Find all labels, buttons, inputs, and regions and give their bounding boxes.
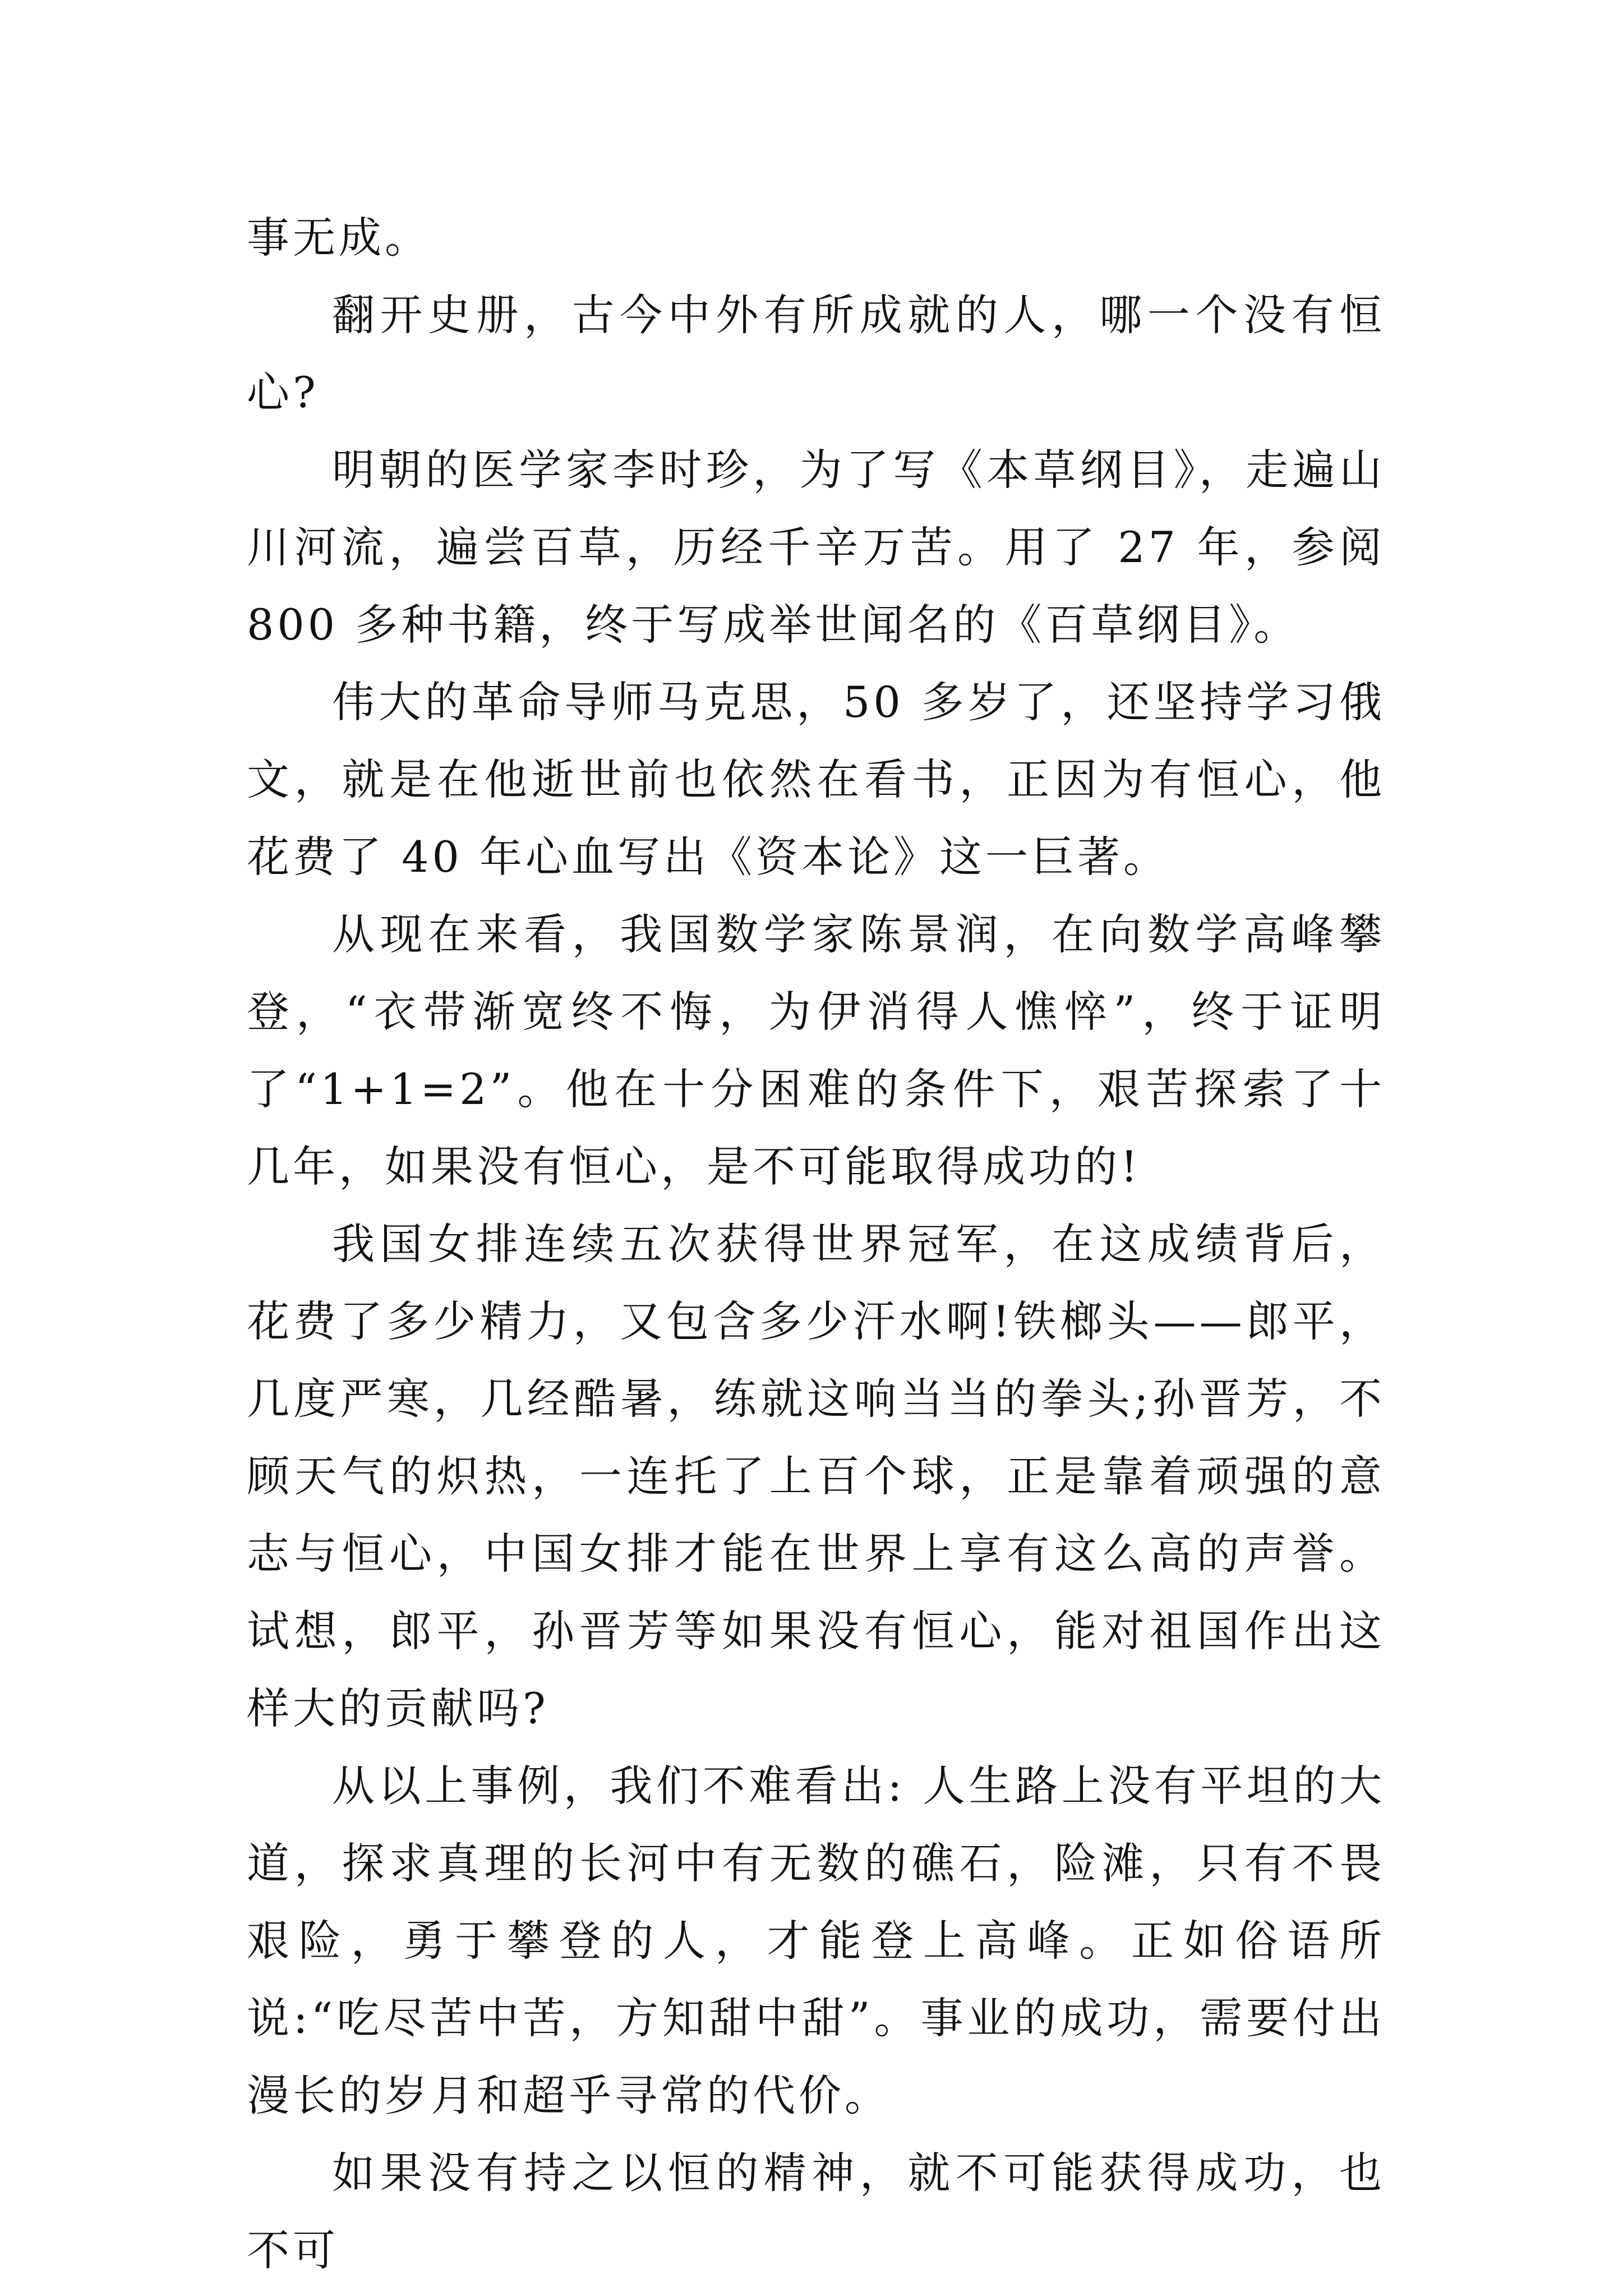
paragraph: 从现在来看，我国数学家陈景润，在向数学高峰攀登，“衣带渐宽终不悔，为伊消得人憔悴”，终于证明了“1+1=2”。他在十分困难的条件下，艰苦探索了十几年，如果没有恒心，是不可能取得成功的! <box>247 909 1385 1191</box>
paragraph-continuation: 事无成。 <box>247 213 431 263</box>
paragraph: 从以上事例，我们不难看出: 人生路上没有平坦的大道，探求真理的长河中有无数的礁石，险滩，只有不畏艰险，勇于攀登的人，才能登上高峰。正如俗语所说:“吃尽苦中苦，方知甜中甜”。事业的成功，需要付出漫长的岁月和超乎寻常的代价。 <box>247 1761 1385 2120</box>
paragraph: 明朝的医学家李时珍，为了写《本草纲目》，走遍山川河流，遍尝百草，历经千辛万苦。用了 27 年，参阅 800 多种书籍，终于写成举世闻名的《百草纲目》。 <box>247 445 1385 650</box>
paragraph: 伟大的革命导师马克思，50 多岁了，还坚持学习俄文，就是在他逝世前也依然在看书，正因为有恒心，他花费了 40 年心血写出《资本论》这一巨著。 <box>247 677 1385 882</box>
body-text <box>247 199 1385 2289</box>
paragraph: 如果没有持之以恒的精神，就不可能获得成功，也不可 <box>247 2148 1385 2275</box>
paragraph: 翻开史册，古今中外有所成就的人，哪一个没有恒心? <box>247 290 1385 417</box>
paragraph: 我国女排连续五次获得世界冠军，在这成绩背后，花费了多少精力，又包含多少汗水啊!铁榔头——郎平，几度严寒，几经酷暑，练就这响当当的拳头;孙晋芳，不顾天气的炽热，一连托了上百个球，正是靠着顽强的意志与恒心，中国女排才能在世界上享有这么高的声誉。试想，郎平，孙晋芳等如果没有恒心，能对祖国作出这样大的贡献吗? <box>247 1219 1385 1733</box>
